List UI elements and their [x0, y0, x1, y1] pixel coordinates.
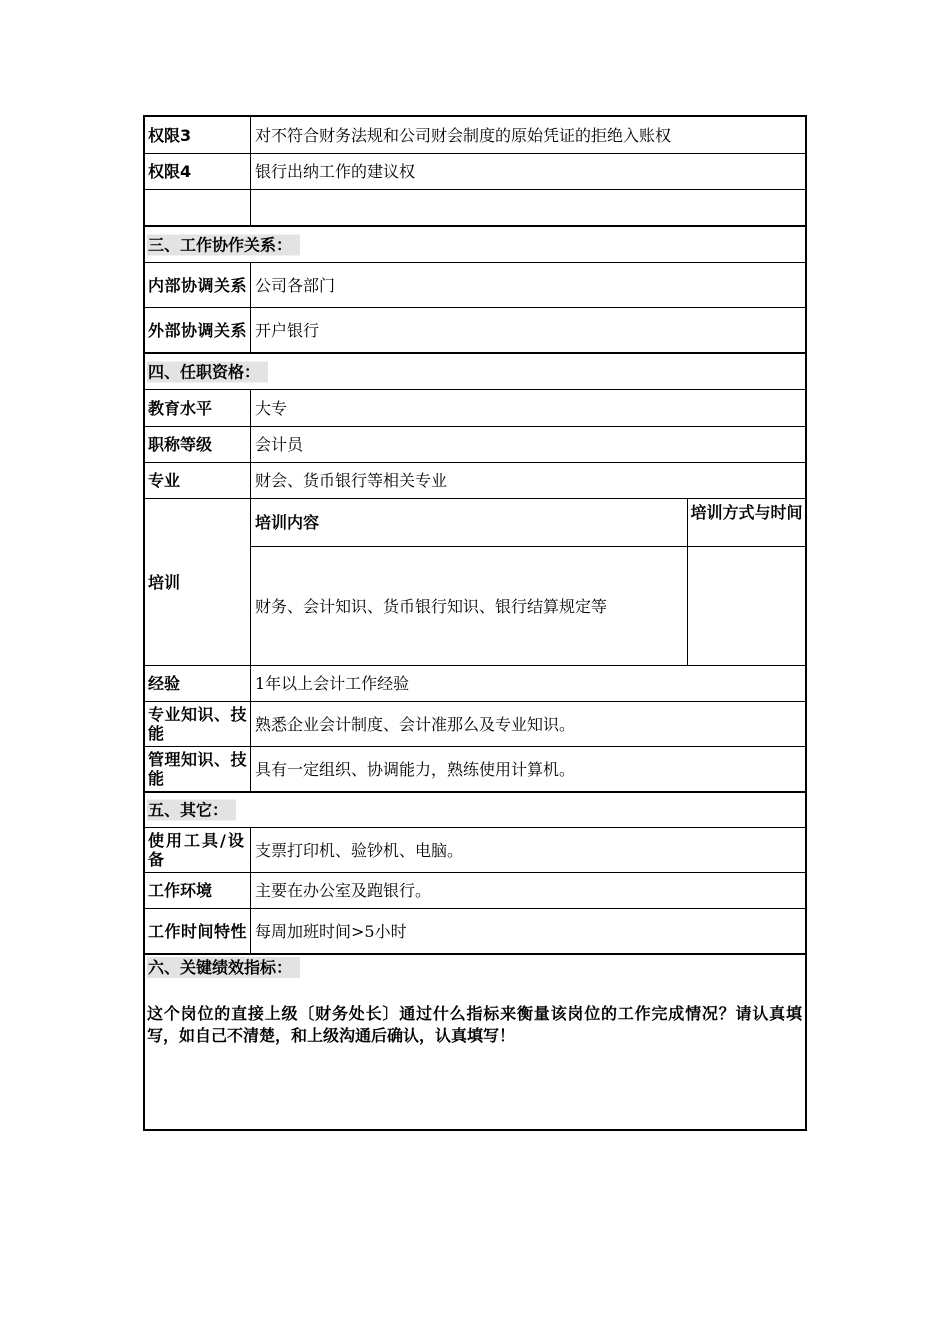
row-label: 管理知识、技能 [145, 747, 251, 791]
row-label: 工作时间特性 [145, 909, 251, 953]
row-value: 主要在办公室及跑银行。 [255, 881, 432, 900]
table-row [145, 463, 805, 499]
table-row [145, 390, 805, 427]
section-header [145, 793, 805, 828]
row-label: 职称等级 [145, 427, 251, 462]
row-value: 银行出纳工作的建议权 [255, 162, 416, 181]
training-content-header-cell [251, 499, 688, 546]
row-label: 培训 [145, 499, 251, 665]
training-content: 财务、会计知识、货币银行知识、银行结算规定等 [251, 547, 688, 665]
row-label: 权限4 [145, 154, 251, 189]
table-row [145, 909, 805, 955]
row-value: 开户银行 [255, 320, 320, 340]
table-row [145, 747, 805, 793]
row-label: 权限3 [145, 117, 251, 153]
training-content-header: 培训内容 [255, 513, 320, 532]
section-title: 四、任职资格： [147, 361, 268, 382]
row-value: 对不符合财务法规和公司财会制度的原始凭证的拒绝入账权 [255, 125, 672, 145]
row-value: 财会、货币银行等相关专业 [255, 471, 448, 490]
section-header [145, 227, 805, 263]
training-method [688, 547, 805, 665]
row-label: 使用工具/设备 [145, 828, 251, 872]
job-description-table [143, 115, 807, 1131]
training-method-header: 培训方式与时间 [690, 503, 803, 522]
row-value: 会计员 [255, 435, 304, 454]
table-row [145, 427, 805, 463]
row-value [251, 190, 805, 225]
row-label: 外部协调关系 [145, 308, 251, 352]
table-row [145, 154, 805, 190]
row-value: 1年以上会计工作经验 [255, 674, 410, 693]
row-label: 工作环境 [145, 873, 251, 908]
row-value: 支票打印机、验钞机、电脑。 [255, 840, 464, 860]
training-row [145, 499, 805, 666]
table-row [145, 666, 805, 702]
training-method-header-cell [688, 499, 805, 546]
section-title: 六、关键绩效指标： [147, 957, 300, 978]
kpi-instruction: 这个岗位的直接上级〔财务处长〕通过什么指标来衡量该岗位的工作完成情况？请认真填写，如自己不清楚，和上级沟通后确认，认真填写！ [147, 1004, 802, 1045]
kpi-section [145, 955, 805, 1129]
table-row [145, 117, 805, 154]
row-value: 具有一定组织、协调能力，熟练使用计算机。 [255, 759, 576, 779]
table-row [145, 873, 805, 909]
table-row [145, 308, 805, 354]
table-row [145, 702, 805, 747]
table-row [145, 828, 805, 873]
row-value: 熟悉企业会计制度、会计准那么及专业知识。 [255, 714, 576, 734]
section-title: 三、工作协作关系： [147, 234, 300, 255]
table-row [145, 263, 805, 308]
training-header [251, 499, 805, 547]
row-label: 内部协调关系 [145, 263, 251, 307]
row-label: 专业 [145, 463, 251, 498]
section-title: 五、其它： [147, 800, 236, 821]
row-label [145, 190, 251, 225]
row-label: 专业知识、技能 [145, 702, 251, 746]
training-body [251, 547, 805, 665]
row-value: 每周加班时间>5小时 [255, 921, 407, 941]
row-label: 教育水平 [145, 390, 251, 426]
row-value: 公司各部门 [255, 275, 336, 295]
table-row [145, 190, 805, 227]
row-value: 大专 [255, 398, 288, 418]
row-label: 经验 [145, 666, 251, 701]
section-header [145, 354, 805, 390]
